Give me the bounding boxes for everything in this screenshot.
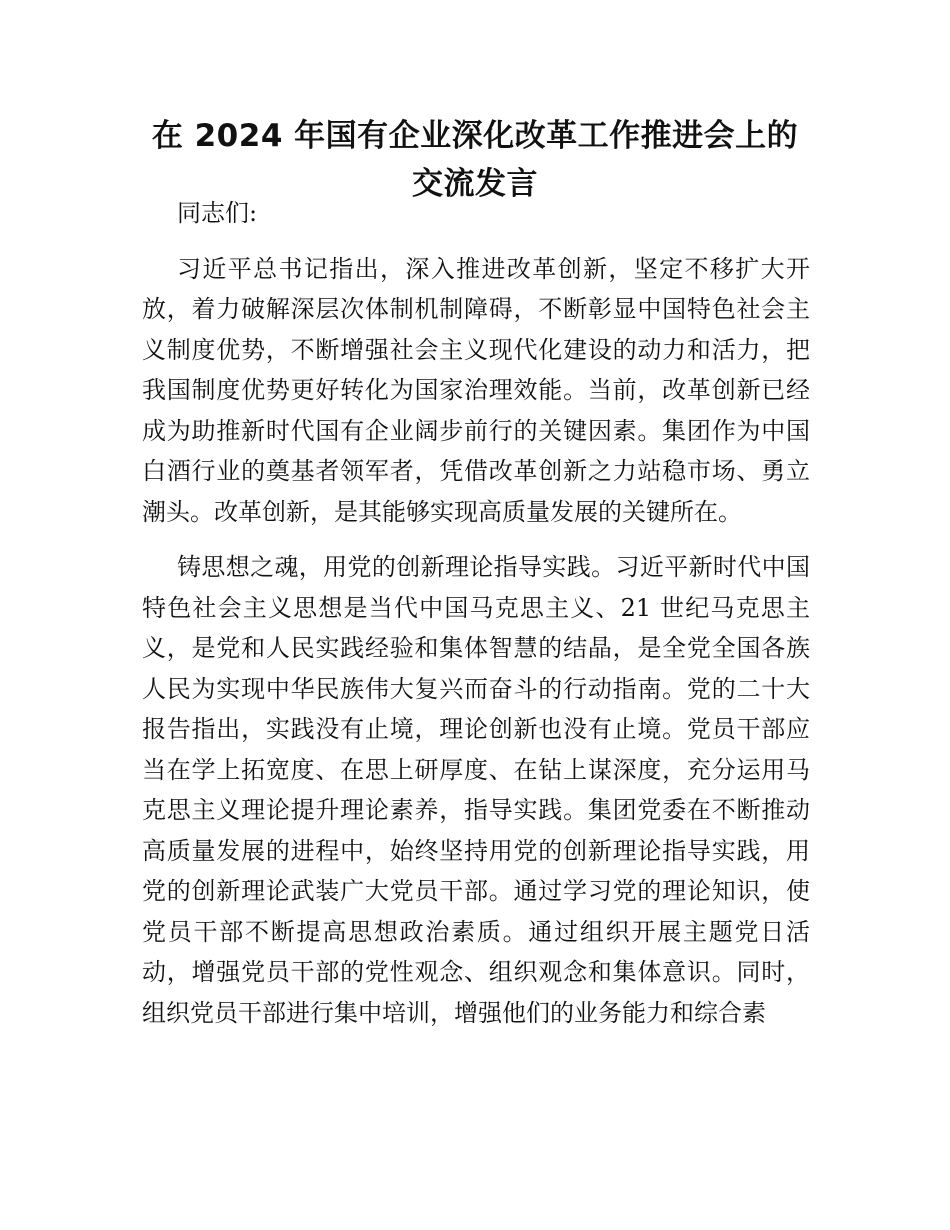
paragraph-1: 习近平总书记指出，深入推进改革创新，坚定不移扩大开放，着力破解深层次体制机制障碍，不断彰显中国特色社会主义制度优势，不断增强社会主义现代化建设的动力和活力，把我国制度优势更好转化为国家治理效能。当前，改革创新已经成为助推新时代国有企业阔步前行的关键因素。集团作为中国白酒行业的奠基者领军者，凭借改革创新之力站稳市场、勇立潮头。改革创新，是其能够实现高质量发展的关键所在。 [142,254,810,526]
document-body [142,193,810,1033]
paragraph-2: 铸思想之魂，用党的创新理论指导实践。习近平新时代中国特色社会主义思想是当代中国马克思主义、21 世纪马克思主义，是党和人民实践经验和集体智慧的结晶，是全党全国各族人民为实现中华民族伟大复兴而奋斗的行动指南。党的二十大报告指出，实践没有止境，理论创新也没有止境。党员干部应当在学上拓宽度、在思上研厚度、在钻上谋深度，充分运用马克思主义理论提升理论素养，指导实践。集团党委在不断推动高质量发展的进程中，始终坚持用党的创新理论指导实践，用党的创新理论武装广大党员干部。通过学习党的理论知识，使党员干部不断提高思想政治素质。通过组织开展主题党日活动，增强党员干部的党性观念、组织观念和集体意识。同时，组织党员干部进行集中培训，增强他们的业务能力和综合素 [142,553,810,1027]
document-title: 在 2024 年国有企业深化改革工作推进会上的交流发言 [151,118,799,202]
greeting: 同志们: [177,199,258,227]
